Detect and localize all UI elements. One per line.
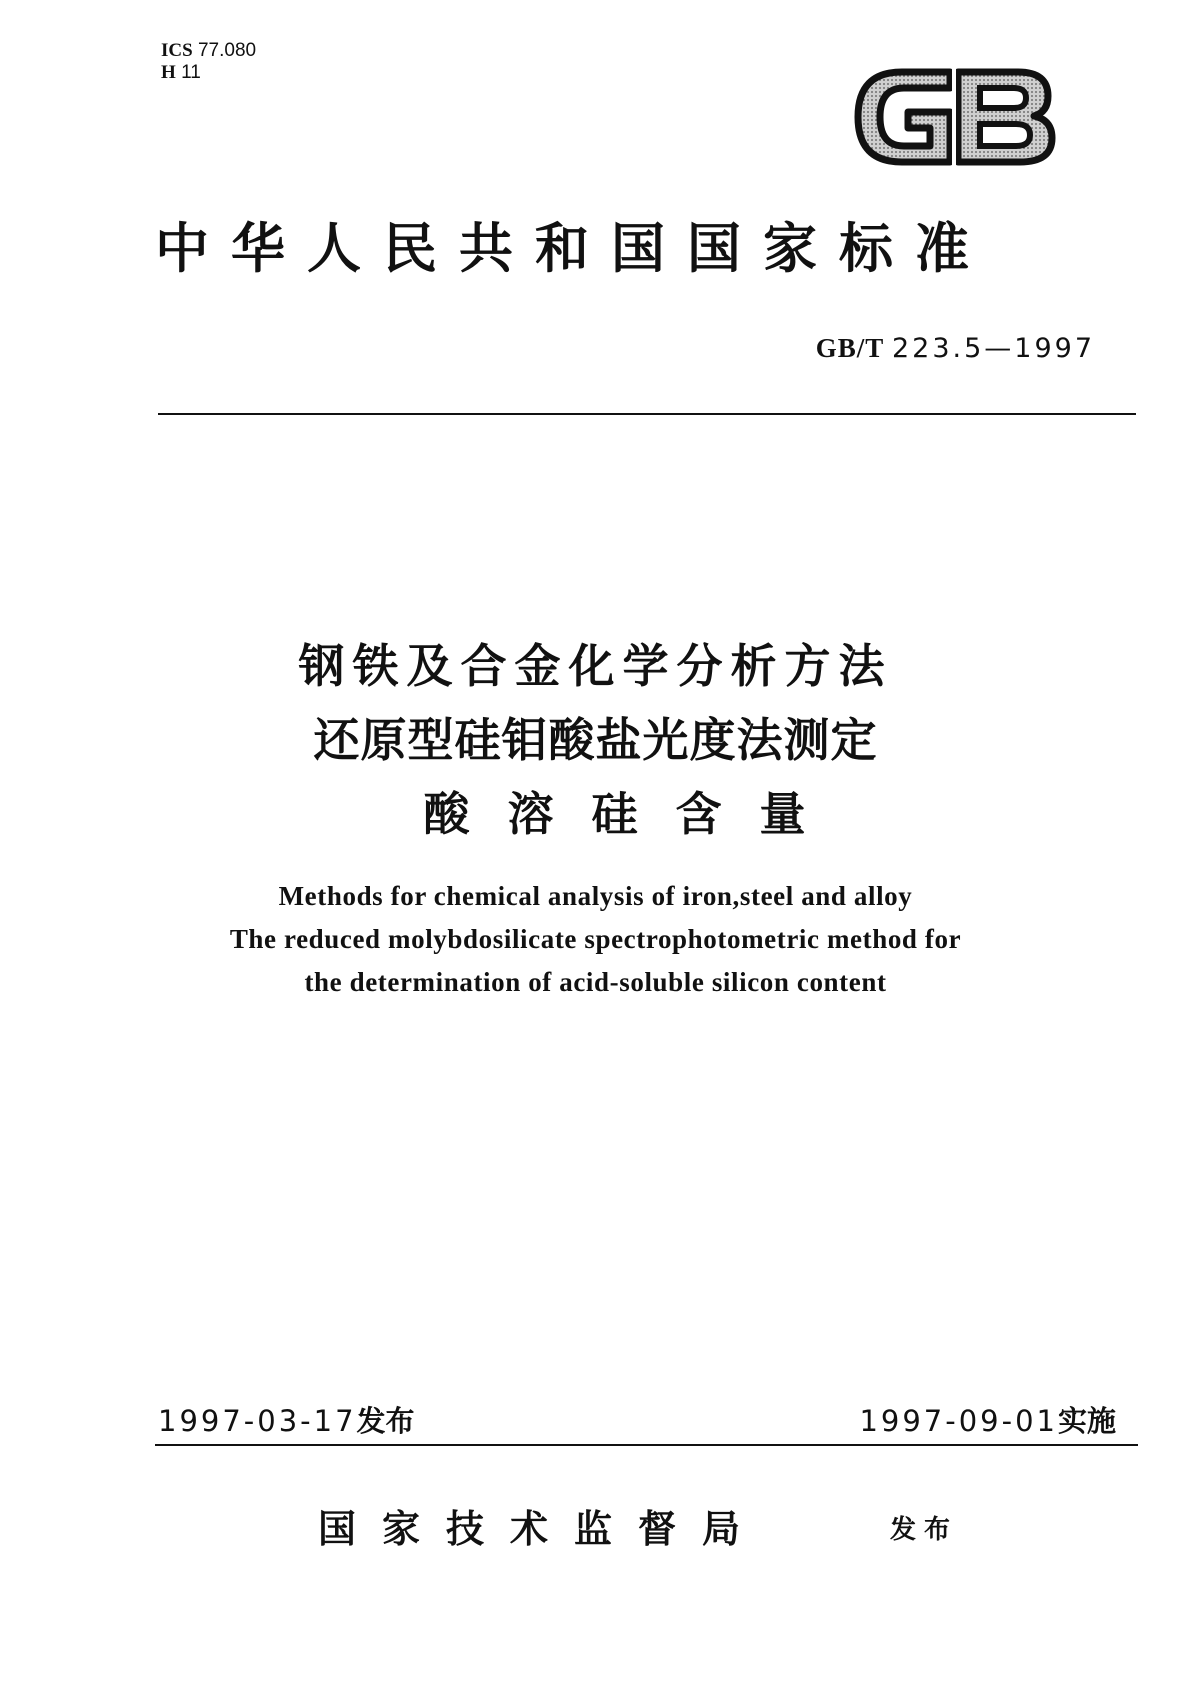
classification-codes [161,40,256,84]
title-zh-line-3: 酸溶硅含量 [423,787,844,841]
implement-word: 实施 [1057,1404,1116,1438]
h-line [161,62,256,84]
standard-code: 223.5—1997 [891,333,1095,364]
title-en-line-3: the determination of acid-soluble silicon content [304,967,887,997]
publish-date-value: 1997-03-17 [158,1404,357,1438]
title-en-line-2: The reduced molybdosilicate spectrophotometric method for [229,924,962,954]
ics-label: ICS [161,40,193,61]
publish-word: 发布 [356,1404,415,1438]
ics-line [161,40,256,62]
title-zh-line-2: 还原型硅钼酸盐光度法测定 [313,713,878,767]
title-en-line-1: Methods for chemical analysis of iron,steel and alloy [278,881,913,911]
issuing-authority: 国家技术监督局 [318,1506,767,1551]
ics-code: 77.080 [197,40,257,61]
gb-logo [850,58,1060,176]
implement-date [859,1404,1116,1438]
publish-date [158,1404,415,1438]
standard-prefix: GB/T [815,333,885,363]
title-zh-line-1: 钢铁及合金化学分析方法 [298,639,893,693]
h-label: H [161,62,176,83]
national-standard-heading: 中华人民共和国国家标准 [155,216,991,280]
issue-action: 发布 [890,1515,959,1545]
h-code: 11 [181,62,201,83]
implement-date-value: 1997-09-01 [859,1404,1058,1438]
top-rule [158,413,1136,415]
bottom-rule [155,1444,1138,1446]
standard-number [816,332,1095,365]
